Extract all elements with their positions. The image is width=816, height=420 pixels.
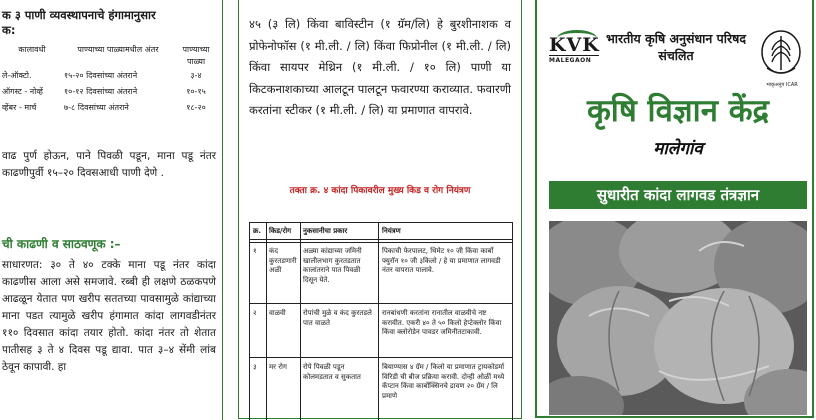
table-cell: व्हेंबर - मार्च: [2, 103, 37, 112]
pest-control-table: [249, 222, 513, 420]
table-divider: [250, 239, 512, 240]
left-page: [0, 0, 223, 420]
table-caption: तक्ता क्र. ४ कांदा पिकावरील मुख्य किड व रोग नियंत्रण: [289, 186, 471, 196]
table-cell: ३-४: [190, 71, 202, 80]
col-header-interval: पाण्याच्या पाळ्यामधील अंतर: [77, 45, 159, 54]
table-divider: [378, 223, 379, 420]
kvk-logo-text: KVK: [549, 34, 600, 56]
icar-label: भाकृअनुप ICAR: [766, 82, 798, 88]
table-divider: [300, 223, 301, 420]
row1-control: पिकाची फेरपालट, थिमेट १० जी किंवा कार्बो फ्युरॉन १० जी ३किलो / हे या प्रमाणात लागवडी नंतर वापरात पालावे.: [382, 247, 501, 274]
row3-pest: मर रोग: [269, 363, 287, 371]
table-cell: ऑगस्ट - नोव्हें: [2, 87, 43, 96]
col-header-no: क्र.: [253, 227, 262, 235]
onion-photo: [549, 221, 807, 415]
cover-panel: [535, 0, 816, 420]
table-row: [2, 102, 220, 115]
table-divider: [250, 242, 512, 243]
row2-pest: वाळवी: [269, 309, 286, 317]
table-divider: [266, 223, 267, 420]
irrigation-heading: क ३ पाणी व्यवस्थापनाचे हंगामानुसार क:: [2, 8, 156, 37]
table-cell: १०-१२ दिवसांच्या अंतराने: [64, 87, 138, 96]
table-cell: १०-१५: [186, 87, 206, 96]
row2-no: २: [253, 309, 257, 317]
col-header-damage: नुकसानीचा प्रकार: [303, 227, 348, 235]
row3-no: ३: [253, 363, 257, 371]
icar-wheat-logo-icon: [759, 28, 803, 80]
spray-paragraph: ४५ (३ लि) किंवा बाविस्टीन (१ ग्रॅम/लि) हे बुरशीनाशक व प्रोफेनोफॉस (१ मी.ली. / लि) किंवा फिप्रोनील (१ मी.ली. / लि) किंवा सायपर मेथ्रिन (१ मी.ली. / १० लि) पाणी या किटकनाशकाच्या आलटून पालटून फवारण्या कराव्यात. फवारणी करतांना स्टीकर (१ मी.ली. / लि) या प्रमाणात वापरावे.: [249, 17, 511, 117]
row1-no: १: [253, 247, 257, 255]
organization-name: भारतीय कृषि अनुसंधान परिषद संचलित: [606, 31, 746, 63]
col-header-pest: किड/रोग: [269, 227, 292, 235]
col-header-control: नियंत्रण: [382, 227, 401, 235]
table-divider: [250, 303, 512, 304]
cover-banner: सुधारीत कांदा लागवड तंत्रज्ञान: [549, 181, 807, 209]
row3-damage: रोपे पिवळी पडून कोलमडतात व सुकतात: [303, 363, 361, 381]
row1-damage: अळ्या कांद्याच्या जमिनी खालीलभाग कुरतडतात कालांतराने पात पिवळी दिसून येते.: [303, 247, 362, 284]
middle-panel: [238, 0, 522, 420]
kvk-logo-subtext: MALEGAON: [549, 55, 599, 64]
left-panel: [0, 0, 228, 420]
col-header-period: कालावधी: [18, 45, 46, 54]
row2-control: रानबांधणी करतांना रानातील वाळवीचे नष्ट करावीत. एकरी ४० ते ५० किलो हेप्टेक्लोर किंवा किंवा क्लोरोडेन पावडर जमिनीतटाकावी.: [382, 309, 502, 336]
row3-control: बियाण्यास ४ ग्रॅम / किलो या प्रमाणात ट्रायकोडर्मा विरिडी ची बीज प्रक्रिया करावी. दोन्ही ओळीं मध्ये कॅप्टान किंवा कार्बोक्सिनचे द्रावण २० ग्रॅम / लि प्रमाणे: [382, 363, 505, 400]
kvk-logo: [549, 36, 599, 64]
table-row: [2, 86, 220, 99]
table-cell: ले-ऑक्टो.: [2, 71, 32, 80]
row2-damage: रोपांची मुळे व कंद कुरतडले पात वाळते: [303, 309, 372, 327]
table-cell: १५-२० दिवसांच्या अंतराने: [64, 71, 138, 80]
table-cell: १८-२०: [186, 103, 206, 112]
storage-subheading: ची काढणी व साठवणूक :–: [2, 237, 121, 251]
harvest-paragraph: साधारणत: ३० ते ४० टक्के माना पडू नंतर कांदा काढणीस आला असे समजावे. रब्बी ही लक्षणे ठळकपणे आढळून येतात पण खरीप सततच्या पावसामुळे कांद्याच्या माना पडत त्यामुळे खरीप हंगामात कांदा लागवडीनंतर ११० दिवसात कांदा तयार होतो. कांदा नंतर तो शेतात पातीसह ३ ते ४ दिवस पडू द्यावा. पात ३–४ सेंमी लांब ठेवून कापावी. हा: [2, 259, 216, 373]
middle-page: [238, 0, 522, 419]
cover-page: [535, 0, 814, 418]
cover-location: मालेगांव: [653, 139, 703, 159]
harvest-irrigation-paragraph: वाढ पुर्ण होऊन, पाने पिवळी पडून, माना पडू नंतर काढणीपुर्वी १५–२० दिवसआधी पाणी देणे .: [2, 150, 216, 179]
row1-pest: कंद कुरतडणारी अळी: [269, 247, 297, 274]
kvk-arc-icon: [557, 30, 597, 47]
table-divider: [250, 357, 512, 358]
table-cell: ७-८ दिवसांच्या अंतराने: [64, 103, 129, 112]
table-row: [2, 70, 220, 83]
cover-title: कृषि विज्ञान केंद्र: [587, 93, 769, 129]
col-header-count: पाण्याच्या पाळ्या: [182, 45, 210, 66]
